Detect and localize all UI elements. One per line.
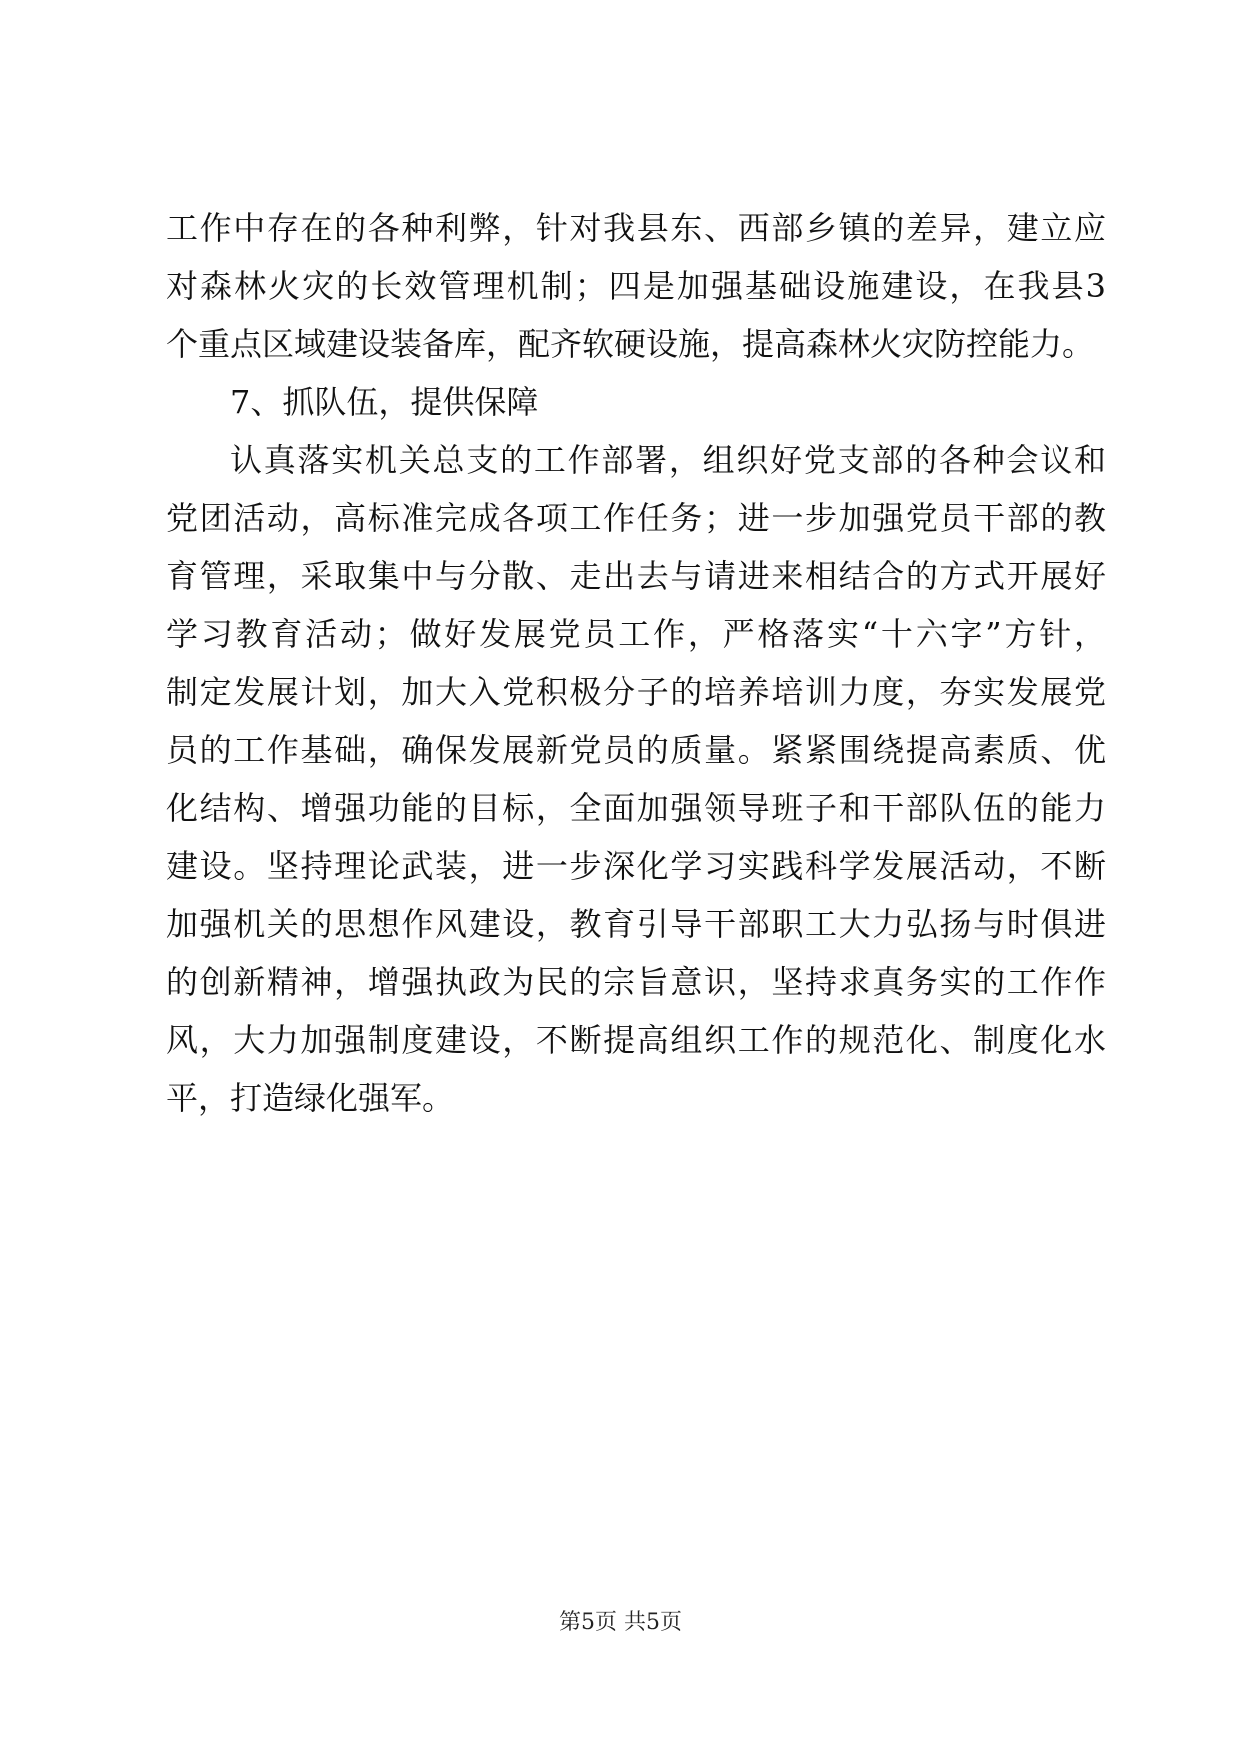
paragraph-1-line-2: 对森林火灾的长效管理机制；四是加强基础设施建设，在我县3 [166,267,1106,305]
paragraph-2-line-5: 制定发展计划，加大入党积极分子的培养培训力度，夯实发展党 [166,673,1106,711]
paragraph-2-line-3: 育管理，采取集中与分散、走出去与请进来相结合的方式开展好 [166,557,1106,595]
paragraph-1-line-3: 个重点区域建设装备库，配齐软硬设施，提高森林火灾防控能力。 [166,325,1095,363]
paragraph-2-line-7: 化结构、增强功能的目标，全面加强领导班子和干部队伍的能力 [166,789,1106,827]
paragraph-2-line-9: 加强机关的思想作风建设，教育引导干部职工大力弘扬与时俱进 [166,905,1106,943]
section-heading: 7、抓队伍，提供保障 [230,383,539,421]
page-number-footer: 第5页 共5页 [559,1610,682,1635]
paragraph-2-line-10: 的创新精神，增强执政为民的宗旨意识，坚持求真务实的工作作 [166,963,1106,1001]
paragraph-2-line-4: 学习教育活动；做好发展党员工作，严格落实“十六字”方针， [166,615,1106,653]
paragraph-2-line-6: 员的工作基础，确保发展新党员的质量。紧紧围绕提高素质、优 [166,731,1106,769]
paragraph-2-line-2: 党团活动，高标准完成各项工作任务；进一步加强党员干部的教 [166,499,1106,537]
paragraph-1-line-1: 工作中存在的各种利弊，针对我县东、西部乡镇的差异，建立应 [166,209,1106,247]
paragraph-2-line-1: 认真落实机关总支的工作部署，组织好党支部的各种会议和 [230,441,1106,479]
paragraph-2-line-12: 平，打造绿化强军。 [166,1079,455,1117]
paragraph-2-line-11: 风，大力加强制度建设，不断提高组织工作的规范化、制度化水 [166,1021,1106,1059]
paragraph-2-line-8: 建设。坚持理论武装，进一步深化学习实践科学发展活动，不断 [166,847,1106,885]
